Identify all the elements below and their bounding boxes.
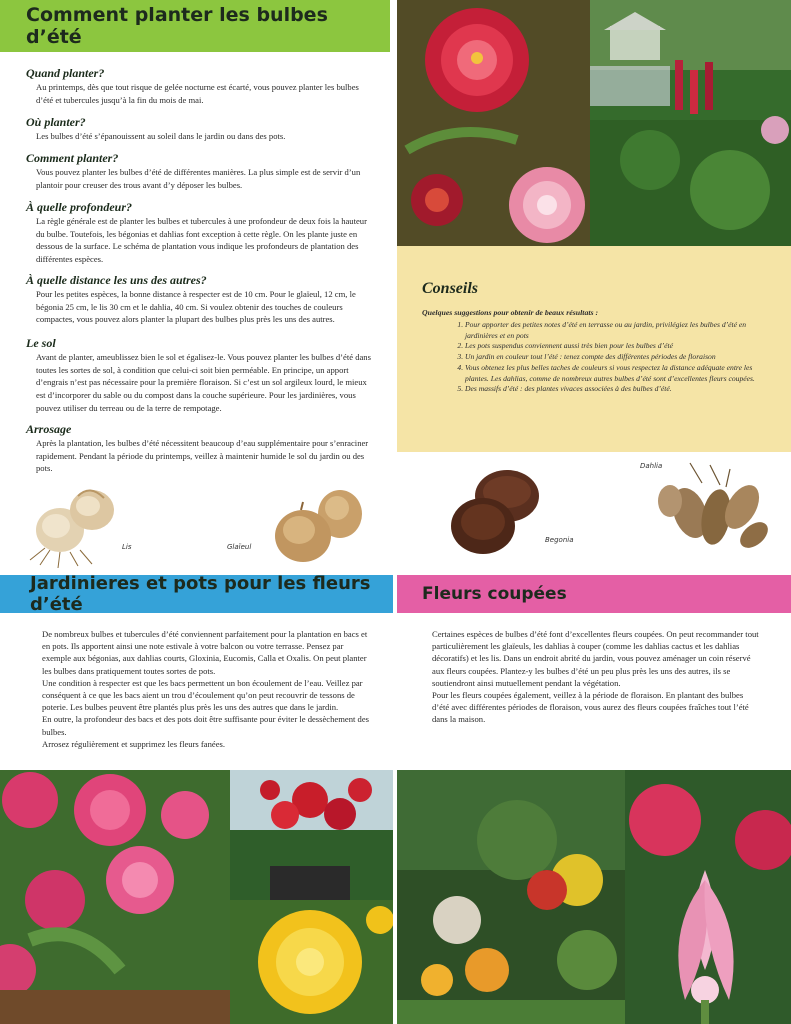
list-item: 2. Les pots suspendus conviennent aussi très bien pour les bulbes d’été bbox=[465, 341, 765, 352]
list-item: 3. Un jardin en couleur tout l’été : tenez compte des différentes périodes de floraison bbox=[465, 352, 765, 363]
red-begonia-pot-photo bbox=[230, 770, 393, 900]
section-heading: Le sol bbox=[26, 336, 56, 350]
section-how bbox=[26, 151, 371, 191]
gladiolus-bulb-image bbox=[265, 480, 375, 570]
paragraph: De nombreux bulbes et tubercules d’été conviennent parfaitement pour la plantation en bacs et en pots. Ils apportent ainsi une note estivale à votre balcon ou votre terrasse. Pensez par exemple aux bégonias, aux dahlias courts, Gloxinia, Eucomis, Calla et Oxalis. On peut planter les bulbes dans pratiquement toutes sortes de pots. bbox=[42, 629, 368, 676]
section-text: Pour les petites espèces, la bonne distance à respecter est de 10 cm. Pour le glaïeul, 12 cm, le bégonia 25 cm, le lis 30 cm et le dahlia, 40 cm. Si voulez obtenir des touches de couleurs compactes, vous pouvez alors planter la plupart des bulbes plus près les uns des autres. bbox=[36, 289, 356, 325]
dahlia-tuber-image bbox=[650, 455, 775, 563]
section-distance bbox=[26, 273, 371, 326]
paragraph: Pour les fleurs coupées également, veillez à la période de floraison. En plantant des bulbes d’été avec différentes périodes de floraison, vous aurez des fleurs coupées fraîches tout l’été dans la maison. bbox=[432, 690, 749, 725]
paragraph: Arrosez régulièrement et supprimez les fleurs fanées. bbox=[42, 738, 226, 749]
curcuma-flower-photo bbox=[625, 770, 791, 1024]
section-text: La règle générale est de planter les bulbes et tubercules à une profondeur de deux fois la hauteur du bulbe. Toutefois, les bégonias et dahlias font exception à cette règle. On les plante juste en dessous de la surface. Le schéma de plantation vous indique les profondeurs de plantation des différentes espèces. bbox=[36, 216, 367, 265]
tips-box bbox=[397, 246, 791, 452]
section-heading: Arrosage bbox=[26, 422, 72, 436]
paragraph: Certaines espèces de bulbes d’été font d’excellentes fleurs coupées. On peut recommander tout particulièrement les glaïeuls, les dahlias à couper (comme les dahlias cactus et les dahlias décoratifs) et les lis. Dans un endroit abrité du jardin, vous pouvez aménager un coin réservé aux fleurs coupées. Plantez-y les bulbes d’été un peu plus près les uns des autres, ils se soutiendront ainsi mutuellement pendant la végétation. bbox=[432, 629, 759, 688]
dahlia-flowers-photo bbox=[397, 0, 590, 246]
paragraph: Une condition à respecter est que les bacs permettent un bon écoulement de l’eau. Veillez par conséquent à ce que les bacs aient un trou d’écoulement qu’on peut recouvrir de tessons de poterie. Les bulbes peuvent être plantés plus près les uns des autres que dans le jardin. bbox=[42, 677, 363, 713]
section-heading: Où planter? bbox=[26, 115, 86, 129]
section-title: Jardinieres et pots pour les fleurs d’été bbox=[30, 573, 371, 615]
tips-intro: Quelques suggestions pour obtenir de beaux résultats : bbox=[422, 308, 599, 317]
page-title: Comment planter les bulbes d’été bbox=[26, 4, 328, 48]
section-heading: Quand planter? bbox=[26, 66, 105, 80]
section-text: Avant de planter, ameublissez bien le sol et égalisez-le. Vous pouvez planter les bulbes d’été dans toutes les sortes de sol, à condition que celui-ci soit bien perméable. En principe, un apport d’engrais n’est pas nécessaire pour la première floraison. Si c’est un sol argileux lourd, le mieux est d’incorporer du sable ou du compost dans la couche supérieure. Pour les jardinières, vous pouvez utiliser du terreau ou de la terre de rempotage. bbox=[36, 352, 371, 413]
list-item: 4. Vous obtenez les plus belles taches de couleurs si vous respectez la distance adéquate entre les plantes. Les dahlias, comme de nombreux autres bulbes d’été sont d’excellentes fleurs coupées. bbox=[465, 363, 765, 384]
section-where bbox=[26, 115, 371, 143]
section-text: Après la plantation, les bulbes d’été nécessitent beaucoup d’eau supplémentaire pour s’enraciner rapidement. Pendant la période du printemps, veillez à maintenir humide le sol du jardin ou des pots. bbox=[36, 438, 369, 474]
caption-gladiolus: Glaïeul bbox=[227, 543, 252, 551]
lily-bulb-image bbox=[20, 480, 150, 570]
containers-text bbox=[42, 628, 372, 750]
pink-dahlias-photo bbox=[0, 770, 230, 1024]
section-watering bbox=[26, 422, 371, 475]
garden-pavilion-photo bbox=[590, 0, 791, 246]
tips-title: Conseils bbox=[422, 280, 479, 297]
section-heading: À quelle distance les uns des autres? bbox=[26, 273, 207, 287]
header-cut-flowers bbox=[397, 575, 791, 613]
cut-flowers-text bbox=[432, 628, 762, 726]
header-planting-bulbs bbox=[0, 0, 390, 52]
section-text: Vous pouvez planter les bulbes d’été de différentes manières. La plus simple est de servir d’un plantoir pour creuser des trous avant d’y déposer les bulbes. bbox=[36, 167, 361, 190]
list-item: 5. Des massifs d’été : des plantes vivaces associées à des bulbes d’été. bbox=[465, 384, 765, 395]
section-soil bbox=[26, 336, 371, 415]
yellow-begonia-photo bbox=[230, 900, 393, 1024]
begonia-tuber-image bbox=[445, 462, 545, 562]
flower-border-photo bbox=[397, 770, 625, 1024]
caption-begonia: Begonia bbox=[545, 536, 574, 544]
caption-dahlia: Dahlia bbox=[640, 462, 663, 470]
header-containers bbox=[0, 575, 393, 613]
section-when bbox=[26, 66, 371, 106]
list-item: 1. Pour apporter des petites notes d’été en terrasse ou au jardin, privilégiez les bulbes d’été en jardinières et en pots bbox=[465, 320, 765, 341]
section-title: Fleurs coupées bbox=[422, 584, 567, 604]
section-depth bbox=[26, 200, 371, 266]
section-heading: Comment planter? bbox=[26, 151, 119, 165]
section-text: Au printemps, dès que tout risque de gelée nocturne est écarté, vous pouvez planter les bulbes d’été et tubercules jusqu’à la fin du mois de mai. bbox=[36, 82, 359, 105]
section-text: Les bulbes d’été s’épanouissent au soleil dans le jardin ou dans des pots. bbox=[36, 131, 286, 141]
paragraph: En outre, la profondeur des bacs et des pots doit être suffisante pour éviter le dessèchement des bulbes. bbox=[42, 714, 370, 737]
section-heading: À quelle profondeur? bbox=[26, 200, 133, 214]
tips-list bbox=[465, 320, 765, 395]
caption-lily: Lis bbox=[122, 543, 132, 551]
